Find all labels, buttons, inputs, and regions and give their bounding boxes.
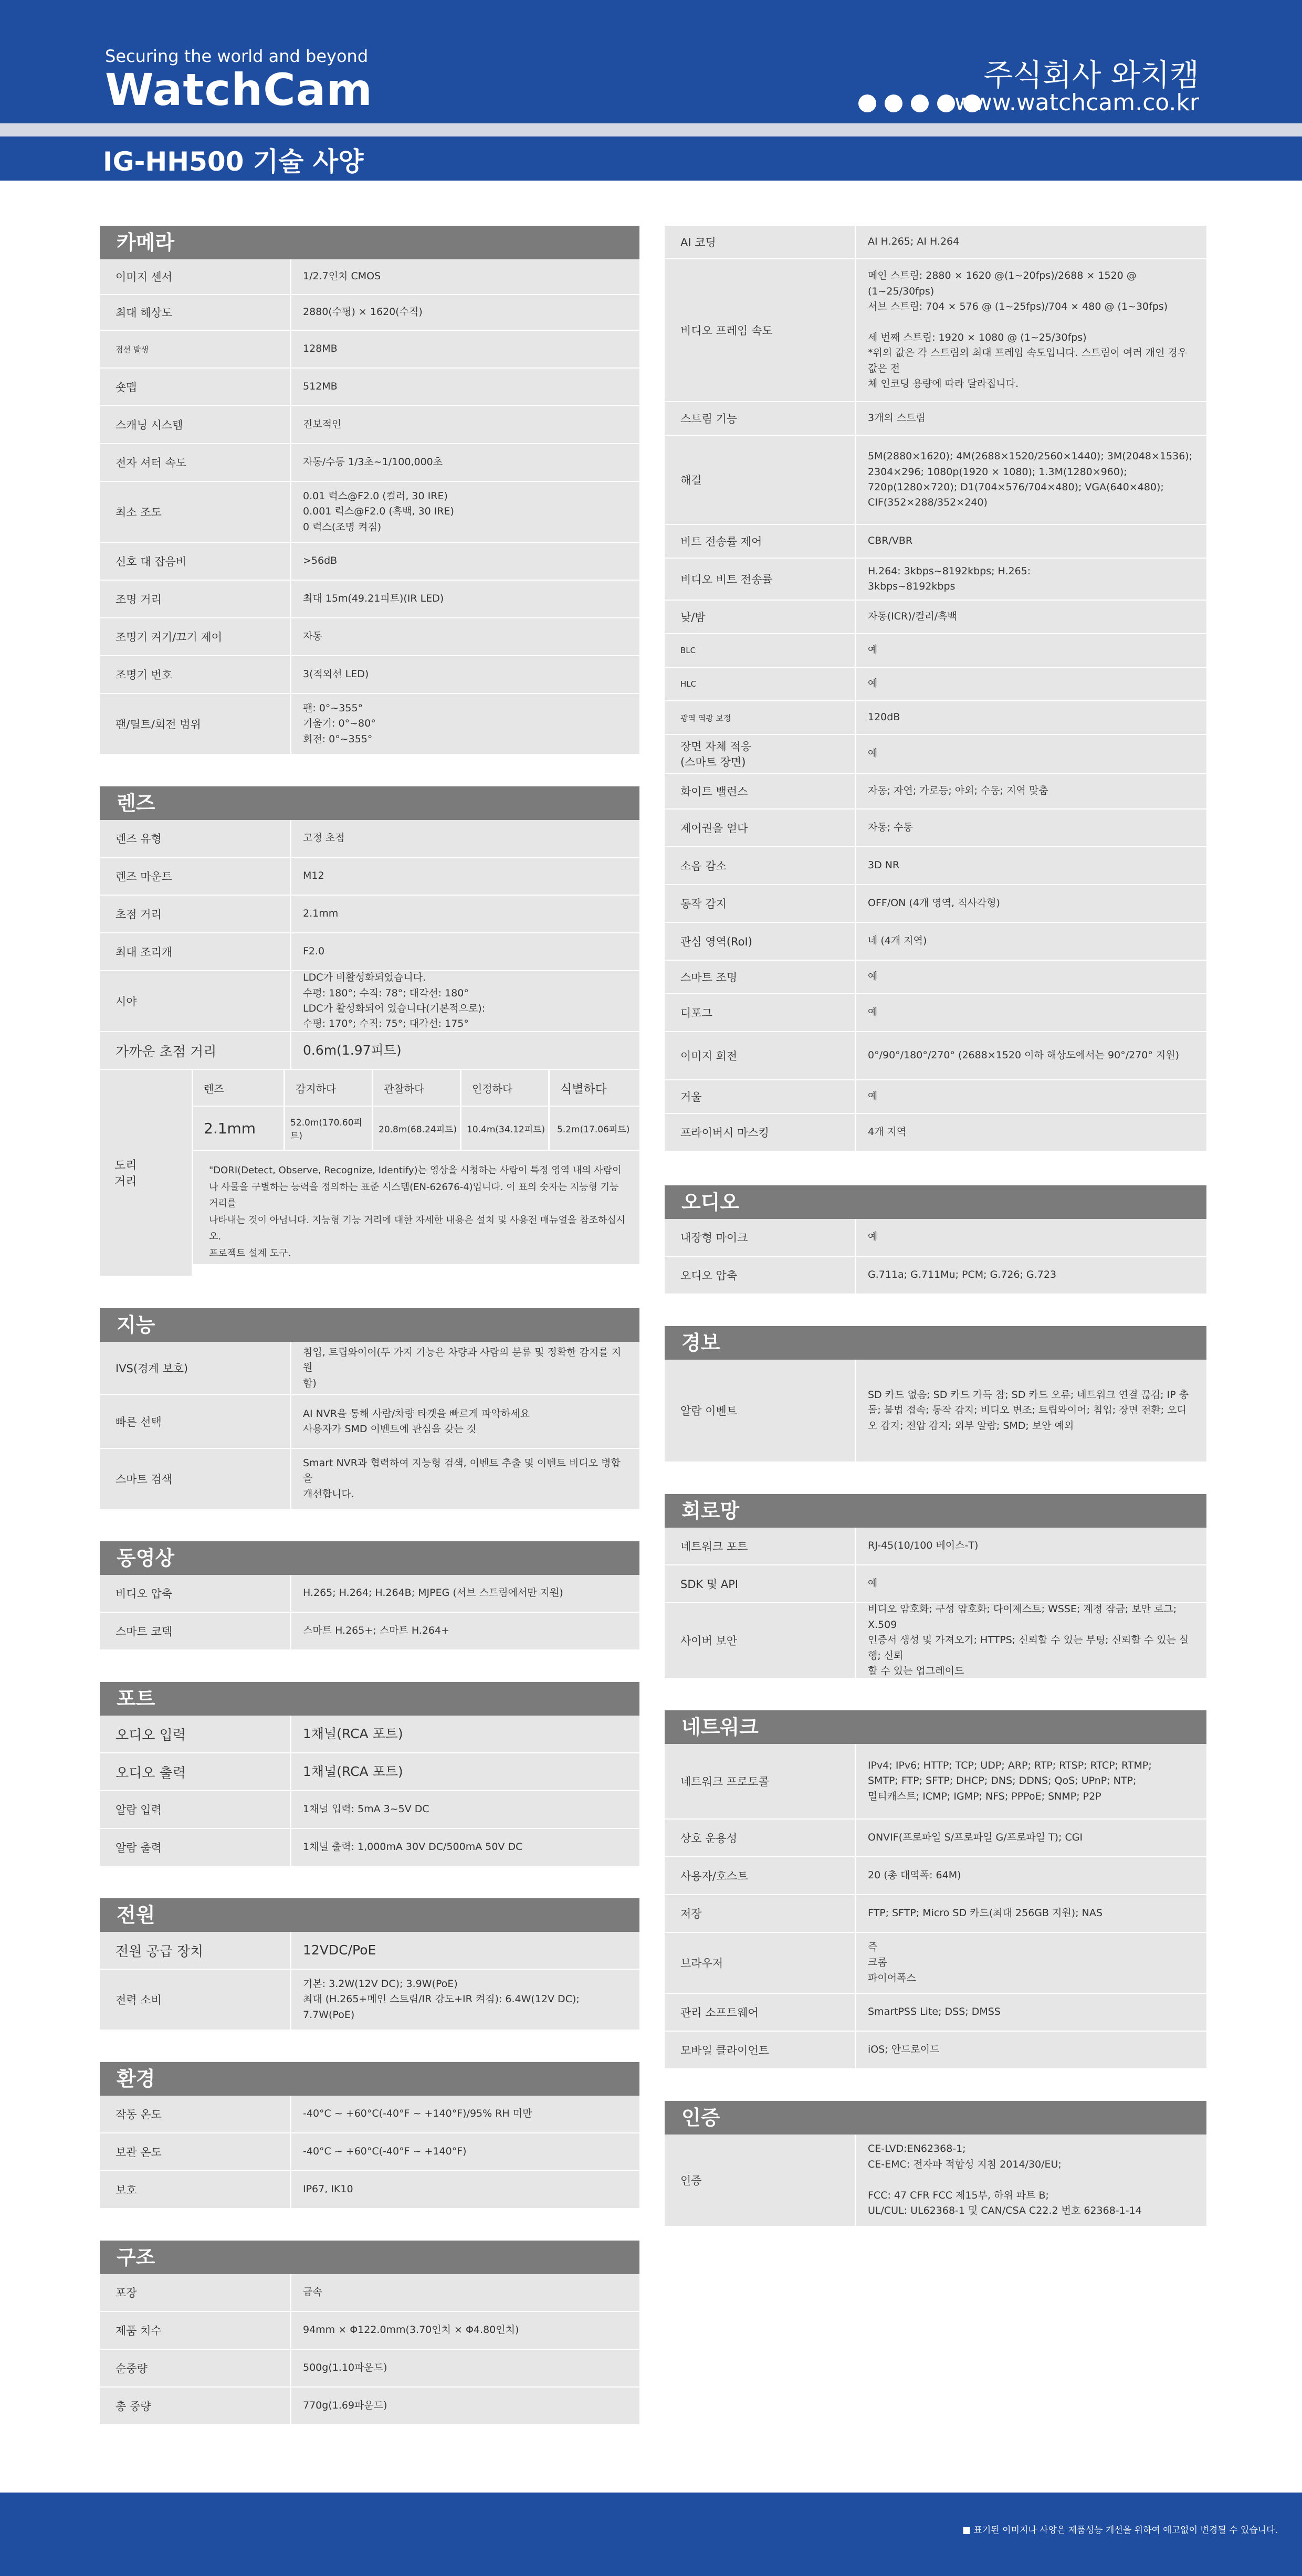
spec-value: H.265; H.264; H.264B; MJPEG (서브 스트림에서만 지원) xyxy=(291,1575,639,1612)
spec-row xyxy=(665,1744,1206,1820)
spec-label: 디포그 xyxy=(665,994,856,1031)
spec-row xyxy=(665,601,1206,634)
structure-table xyxy=(100,2274,639,2425)
alarm-table xyxy=(665,1360,1206,1463)
spec-row xyxy=(100,581,639,618)
spec-row xyxy=(665,1820,1206,1857)
spec-label: 이미지 회전 xyxy=(665,1032,856,1079)
spec-value: 0.6m(1.97피트) xyxy=(291,1032,639,1069)
spec-label: 빠른 선택 xyxy=(100,1395,291,1448)
spec-row xyxy=(100,1449,639,1510)
spec-value: 2.1mm xyxy=(291,896,639,932)
spec-label: 스트림 기능 xyxy=(665,402,856,435)
spec-label: 최대 해상도 xyxy=(100,295,291,330)
spec-row xyxy=(665,735,1206,774)
spec-value: 770g(1.69파운드) xyxy=(291,2388,639,2424)
spec-label: 이미지 센서 xyxy=(100,259,291,294)
spec-row xyxy=(100,444,639,482)
dot-icon xyxy=(937,94,955,112)
spec-label: 알람 입력 xyxy=(100,1791,291,1828)
spec-label: 오디오 입력 xyxy=(100,1716,291,1752)
spec-label: 상호 운용성 xyxy=(665,1820,856,1856)
spec-row xyxy=(665,2032,1206,2069)
spec-value: IP67, IK10 xyxy=(291,2171,639,2208)
spec-value: 500g(1.10파운드) xyxy=(291,2350,639,2386)
circuit-table xyxy=(665,1528,1206,1679)
spec-row xyxy=(665,1857,1206,1895)
spec-label: 비디오 프레임 속도 xyxy=(665,259,856,401)
spec-row xyxy=(100,543,639,581)
dori-header-identify: 식별하다 xyxy=(550,1070,639,1107)
audio-table xyxy=(665,1219,1206,1295)
left-column xyxy=(100,226,639,2425)
environment-table xyxy=(100,2096,639,2209)
spec-value: 자동/수동 1/3초~1/100,000초 xyxy=(291,444,639,481)
spec-row xyxy=(100,2096,639,2133)
intelligence-table xyxy=(100,1342,639,1510)
spec-label: 화이트 밸런스 xyxy=(665,774,856,808)
spec-row xyxy=(100,1342,639,1395)
spec-label: 제품 치수 xyxy=(100,2312,291,2349)
spec-label: IVS(경계 보호) xyxy=(100,1342,291,1394)
spec-label: SDK 및 API xyxy=(665,1565,856,1602)
spec-label: 알람 이벤트 xyxy=(665,1360,856,1462)
spec-value: 예 xyxy=(856,668,1206,700)
spec-value: 기본: 3.2W(12V DC); 3.9W(PoE) 최대 (H.265+메인 스트림/IR 강도+IR 켜짐): 6.4W(12V DC); 7.7W(PoE) xyxy=(291,1970,639,2030)
spec-value: M12 xyxy=(291,858,639,895)
spec-value: 예 xyxy=(856,994,1206,1031)
section-audio-title: 오디오 xyxy=(665,1185,1206,1219)
spec-label: 스마트 검색 xyxy=(100,1449,291,1509)
lens-table xyxy=(100,820,639,1070)
spec-label: 총 중량 xyxy=(100,2388,291,2424)
spec-row xyxy=(665,402,1206,436)
spec-value: 진보적인 xyxy=(291,406,639,443)
video-table xyxy=(100,1575,639,1650)
spec-value: G.711a; G.711Mu; PCM; G.726; G.723 xyxy=(856,1257,1206,1294)
spec-label: 동작 감지 xyxy=(665,885,856,922)
network-table xyxy=(665,1744,1206,2069)
dot-icon xyxy=(911,94,929,112)
camera-table xyxy=(100,259,639,755)
spec-value: 예 xyxy=(856,961,1206,993)
spec-row xyxy=(665,668,1206,701)
spec-value: RJ-45(10/100 베이스-T) xyxy=(856,1528,1206,1564)
spec-value: 1/2.7인치 CMOS xyxy=(291,259,639,294)
spec-label: 브라우저 xyxy=(665,1933,856,1993)
spec-row xyxy=(665,774,1206,809)
spec-row xyxy=(100,2133,639,2171)
spec-label: BLC xyxy=(665,634,856,667)
spec-row xyxy=(100,2274,639,2312)
spec-value: 120dB xyxy=(856,701,1206,734)
spec-value: Smart NVR과 협력하여 지능형 검색, 이벤트 추출 및 이벤트 비디오 병합을 개선합니다. xyxy=(291,1449,639,1509)
spec-label: 사용자/호스트 xyxy=(665,1857,856,1894)
spec-value: F2.0 xyxy=(291,933,639,970)
spec-label: 장면 자체 적응 (스마트 장면) xyxy=(665,735,856,773)
spec-value: 1채널(RCA 포트) xyxy=(291,1753,639,1790)
spec-row xyxy=(100,406,639,444)
spec-value: IPv4; IPv6; HTTP; TCP; UDP; ARP; RTP; RTSP; RTCP; RTMP; SMTP; FTP; SFTP; DHCP; DNS; DDNS; QoS; UPnP; NTP; 멀티캐스트; ICMP; IGMP; NFS; PPPoE; SNMP; P2P xyxy=(856,1744,1206,1818)
spec-value: ONVIF(프로파일 S/프로파일 G/프로파일 T); CGI xyxy=(856,1820,1206,1856)
spec-label: 작동 온도 xyxy=(100,2096,291,2132)
spec-value: CE-LVD:EN62368-1; CE-EMC: 전자파 적합성 지침 2014/30/EU; FCC: 47 CFR FCC 제15부, 하위 파트 B; UL/CUL: UL62368-1 및 CAN/CSA C22.2 번호 62368-1-14 xyxy=(856,2135,1206,2226)
spec-value: 침입, 트립와이어(두 가지 기능은 차량과 사람의 분류 및 정확한 감지를 지원 함) xyxy=(291,1342,639,1394)
spec-row xyxy=(665,1080,1206,1114)
dori-value-identify: 5.2m(17.06피트) xyxy=(550,1107,639,1151)
spec-row xyxy=(100,1395,639,1449)
spec-value: 자동(ICR)/컬러/흑백 xyxy=(856,601,1206,633)
spec-label: 보호 xyxy=(100,2171,291,2208)
spec-label: 비트 전송률 제어 xyxy=(665,525,856,558)
spec-label: 초점 거리 xyxy=(100,896,291,932)
spec-row xyxy=(100,1032,639,1070)
section-structure-title: 구조 xyxy=(100,2241,639,2274)
spec-value: 팬: 0°~355° 기울기: 0°~80° 회전: 0°~355° xyxy=(291,694,639,754)
spec-row xyxy=(665,1603,1206,1679)
spec-label: 프라이버시 마스킹 xyxy=(665,1114,856,1151)
spec-value: 예 xyxy=(856,1565,1206,1602)
spec-value: >56dB xyxy=(291,543,639,580)
spec-label: 스캐닝 시스템 xyxy=(100,406,291,443)
spec-value: 자동 xyxy=(291,618,639,655)
spec-label: 조명 거리 xyxy=(100,581,291,617)
spec-label: 내장형 마이크 xyxy=(665,1219,856,1256)
spec-value: CBR/VBR xyxy=(856,525,1206,558)
spec-row xyxy=(100,1716,639,1753)
spec-label: 전자 셔터 속도 xyxy=(100,444,291,481)
spec-value: 고정 초점 xyxy=(291,820,639,857)
spec-label: 전원 공급 장치 xyxy=(100,1932,291,1969)
section-cert-title: 인증 xyxy=(665,2101,1206,2135)
spec-row xyxy=(665,634,1206,668)
spec-label: 거울 xyxy=(665,1080,856,1113)
spec-label: 조명기 번호 xyxy=(100,656,291,693)
spec-row xyxy=(100,618,639,656)
spec-value: -40°C ~ +60°C(-40°F ~ +140°F) xyxy=(291,2133,639,2170)
dori-value-recognize: 10.4m(34.12피트) xyxy=(461,1107,550,1151)
spec-label: 낮/밤 xyxy=(665,601,856,633)
spec-value: 5M(2880×1620); 4M(2688×1520/2560×1440); 3M(2048×1536); 2304×296; 1080p(1920 × 1080); 1.3M(1280×960); 720p(1280×720); D1(704×576/704×480); VGA(640×480); CIF(352×288/352×240) xyxy=(856,436,1206,524)
spec-label: 스마트 코덱 xyxy=(100,1613,291,1649)
spec-value: iOS; 안드로이드 xyxy=(856,2032,1206,2068)
spec-label: 광역 역광 보정 xyxy=(665,701,856,734)
dori-value-detect: 52.0m(170.60피트) xyxy=(285,1107,373,1151)
spec-value: 1채널 출력: 1,000mA 30V DC/500mA 50V DC xyxy=(291,1829,639,1866)
spec-row xyxy=(100,1613,639,1650)
spec-value: 0.01 럭스@F2.0 (컬러, 30 IRE) 0.001 럭스@F2.0 (흑백, 30 IRE) 0 럭스(조명 켜짐) xyxy=(291,482,639,542)
spec-value: 최대 15m(49.21피트)(IR LED) xyxy=(291,581,639,617)
dori-value-lens: 2.1mm xyxy=(193,1107,285,1151)
spec-label: 가까운 초점 거리 xyxy=(100,1032,291,1069)
spec-value: 1채널 입력: 5mA 3~5V DC xyxy=(291,1791,639,1828)
spec-row xyxy=(100,820,639,858)
spec-value: AI H.265; AI H.264 xyxy=(856,226,1206,258)
spec-row xyxy=(100,331,639,369)
spec-row xyxy=(100,896,639,933)
spec-value: H.264: 3kbps~8192kbps; H.265: 3kbps~8192kbps xyxy=(856,559,1206,600)
spec-label: 오디오 압축 xyxy=(665,1257,856,1294)
spec-row xyxy=(665,259,1206,402)
spec-value: 512MB xyxy=(291,369,639,405)
spec-value: SmartPSS Lite; DSS; DMSS xyxy=(856,1994,1206,2031)
spec-row xyxy=(100,369,639,406)
spec-row xyxy=(665,923,1206,961)
spec-label: 네트워크 포트 xyxy=(665,1528,856,1564)
spec-row xyxy=(100,1575,639,1613)
header-divider xyxy=(0,123,1302,136)
spec-value: 94mm × Φ122.0mm(3.70인치 × Φ4.80인치) xyxy=(291,2312,639,2349)
spec-label: 최소 조도 xyxy=(100,482,291,542)
spec-label: 모바일 클라이언트 xyxy=(665,2032,856,2068)
spec-value: 2880(수평) × 1620(수직) xyxy=(291,295,639,330)
spec-label: 관심 영역(RoI) xyxy=(665,923,856,960)
spec-value: 즉 크롬 파이어폭스 xyxy=(856,1933,1206,1993)
spec-value: LDC가 비활성화되었습니다. 수평: 180°; 수직: 78°; 대각선: 180° LDC가 활성화되어 있습니다(기본적으로): 수평: 170°; 수직: 75°; 대각선: 175° xyxy=(291,971,639,1031)
dori-note: "DORI(Detect, Observe, Recognize, Identify)는 영상을 시청하는 사람이 특정 영역 내의 사람이 나 사물을 구별하는 능력을 정의하는 표준 시스템(EN-62676-4)입니다. 이 표의 숫자는 지능형 기능 거리를 나타내는 것이 아닙니다. 지능형 기능 거리에 대한 자세한 내용은 설치 및 사용전 매뉴얼을 참조하십시오. 프로젝트 설계 도구. xyxy=(193,1151,639,1264)
spec-row xyxy=(100,1932,639,1970)
spec-label: 최대 조리개 xyxy=(100,933,291,970)
section-lens-title: 렌즈 xyxy=(100,786,639,820)
spec-row xyxy=(100,1753,639,1791)
spec-row xyxy=(665,525,1206,559)
spec-row xyxy=(665,961,1206,994)
spec-label: 오디오 출력 xyxy=(100,1753,291,1790)
spec-label: 신호 대 잡음비 xyxy=(100,543,291,580)
spec-label: 시야 xyxy=(100,971,291,1031)
dori-range-label: 도리 거리 xyxy=(100,1070,193,1276)
spec-row xyxy=(100,295,639,331)
spec-value: 자동; 수동 xyxy=(856,809,1206,846)
spec-value: 예 xyxy=(856,1219,1206,1256)
spec-row xyxy=(665,226,1206,259)
spec-row xyxy=(100,1970,639,2031)
spec-label: 비디오 비트 전송률 xyxy=(665,559,856,600)
spec-label: 조명기 켜기/끄기 제어 xyxy=(100,618,291,655)
spec-label: 렌즈 마운트 xyxy=(100,858,291,895)
spec-value: AI NVR을 통해 사람/차량 타겟을 빠르게 파악하세요 사용자가 SMD 이벤트에 관심을 갖는 것 xyxy=(291,1395,639,1448)
spec-label: 전력 소비 xyxy=(100,1970,291,2030)
spec-row xyxy=(665,1032,1206,1080)
section-intelligence-title: 지능 xyxy=(100,1308,639,1342)
spec-row xyxy=(100,259,639,295)
spec-label: 해결 xyxy=(665,436,856,524)
spec-label: 포장 xyxy=(100,2274,291,2311)
spec-row xyxy=(100,971,639,1032)
spec-row xyxy=(665,994,1206,1032)
cert-table xyxy=(665,2135,1206,2227)
spec-label: 숏맵 xyxy=(100,369,291,405)
spec-label: 인증 xyxy=(665,2135,856,2226)
spec-row xyxy=(665,1528,1206,1565)
spec-value: 0°/90°/180°/270° (2688×1520 이하 해상도에서는 90°/270° 지원) xyxy=(856,1032,1206,1079)
dori-header-observe: 관찰하다 xyxy=(373,1070,461,1107)
spec-value: 네 (4개 지역) xyxy=(856,923,1206,960)
spec-label: 점선 발생 xyxy=(100,331,291,367)
spec-row xyxy=(100,656,639,694)
spec-row xyxy=(100,1791,639,1829)
spec-value: FTP; SFTP; Micro SD 카드(최대 256GB 지원); NAS xyxy=(856,1895,1206,1932)
spec-value: 1채널(RCA 포트) xyxy=(291,1716,639,1752)
spec-row xyxy=(665,559,1206,601)
spec-value: SD 카드 없음; SD 카드 가득 참; SD 카드 오류; 네트워크 연결 끊김; IP 충 돌; 불법 접속; 동작 감지; 비디오 변조; 트립와이어; 침입; 장면 전환; 오디 오 감지; 전압 감지; 외부 알람; SMD; 보안 예외 xyxy=(856,1360,1206,1462)
spec-label: 제어권을 얻다 xyxy=(665,809,856,846)
spec-label: 렌즈 유형 xyxy=(100,820,291,857)
section-environment-title: 환경 xyxy=(100,2062,639,2096)
spec-value: 비디오 암호화; 구성 암호화; 다이제스트; WSSE; 계정 잠금; 보안 로그; X.509 인증서 생성 및 가져오기; HTTPS; 신뢰할 수 있는 부팅; 신뢰할 수 있는 실행; 신뢰 할 수 있는 업그레이드 xyxy=(856,1603,1206,1678)
spec-row xyxy=(100,2388,639,2425)
spec-row xyxy=(665,1360,1206,1463)
spec-label: 비디오 압축 xyxy=(100,1575,291,1612)
spec-row xyxy=(100,1829,639,1867)
spec-label: 스마트 조명 xyxy=(665,961,856,993)
spec-value: 3D NR xyxy=(856,847,1206,884)
spec-value: 예 xyxy=(856,634,1206,667)
section-video-title: 동영상 xyxy=(100,1541,639,1575)
spec-row xyxy=(100,2312,639,2350)
video-detail-table xyxy=(665,226,1206,1152)
spec-row xyxy=(665,1114,1206,1152)
spec-row xyxy=(100,933,639,971)
spec-row xyxy=(665,1257,1206,1295)
spec-value: -40°C ~ +60°C(-40°F ~ +140°F)/95% RH 미만 xyxy=(291,2096,639,2132)
spec-label: AI 코딩 xyxy=(665,226,856,258)
power-table xyxy=(100,1932,639,2031)
spec-value: 자동; 자연; 가로등; 야외; 수동; 지역 맞춤 xyxy=(856,774,1206,808)
spec-row xyxy=(100,2350,639,2388)
spec-label: 저장 xyxy=(665,1895,856,1932)
spec-row xyxy=(665,436,1206,525)
spec-row xyxy=(665,2135,1206,2227)
spec-value: 12VDC/PoE xyxy=(291,1932,639,1969)
section-network-title: 네트워크 xyxy=(665,1710,1206,1744)
spec-value: 금속 xyxy=(291,2274,639,2311)
section-camera-title: 카메라 xyxy=(100,226,639,259)
section-alarm-title: 경보 xyxy=(665,1326,1206,1360)
dori-range-table xyxy=(100,1070,639,1277)
spec-value: 4개 지역 xyxy=(856,1114,1206,1151)
spec-row xyxy=(665,1565,1206,1603)
spec-row xyxy=(665,1994,1206,2032)
spec-row xyxy=(665,1895,1206,1933)
section-power-title: 전원 xyxy=(100,1898,639,1932)
spec-row xyxy=(665,1933,1206,1994)
spec-label: 소음 감소 xyxy=(665,847,856,884)
spec-label: 팬/틸트/회전 범위 xyxy=(100,694,291,754)
right-column xyxy=(665,226,1206,2227)
dori-header-detect: 감지하다 xyxy=(285,1070,373,1107)
dori-header-recognize: 인정하다 xyxy=(461,1070,550,1107)
footer-note: ■ 표기된 이미지나 사양은 제품성능 개선을 위하여 예고없이 변경될 수 있습니다. xyxy=(962,2525,1278,2536)
watchcam-logo: WatchCam xyxy=(105,64,373,115)
port-table xyxy=(100,1716,639,1867)
spec-value: 3(적외선 LED) xyxy=(291,656,639,693)
spec-row xyxy=(665,847,1206,885)
spec-label: HLC xyxy=(665,668,856,700)
spec-label: 알람 출력 xyxy=(100,1829,291,1866)
spec-value: 예 xyxy=(856,1080,1206,1113)
spec-row xyxy=(100,2171,639,2209)
spec-value: 예 xyxy=(856,735,1206,773)
spec-value: 3개의 스트림 xyxy=(856,402,1206,435)
spec-row xyxy=(665,701,1206,735)
page-title: IG-HH500 기술 사양 xyxy=(103,146,364,177)
company-name: 주식회사 와치캠 xyxy=(983,57,1199,93)
tagline: Securing the world and beyond xyxy=(105,46,369,66)
spec-row xyxy=(665,885,1206,923)
spec-label: 관리 소프트웨어 xyxy=(665,1994,856,2031)
spec-value: 128MB xyxy=(291,331,639,367)
spec-label: 순중량 xyxy=(100,2350,291,2386)
spec-label: 네트워크 프로토콜 xyxy=(665,1744,856,1818)
dori-value-observe: 20.8m(68.24피트) xyxy=(373,1107,461,1151)
spec-row xyxy=(100,694,639,755)
spec-row xyxy=(100,858,639,896)
section-port-title: 포트 xyxy=(100,1682,639,1716)
dot-icon xyxy=(858,94,876,112)
website-url[interactable]: www.watchcam.co.kr xyxy=(954,89,1199,116)
dori-header-lens: 렌즈 xyxy=(193,1070,285,1107)
spec-value: 메인 스트림: 2880 × 1620 @(1~20fps)/2688 × 1520 @ (1~25/30fps) 서브 스트림: 704 × 576 @ (1~25fps)/704 × 480 @ (1~30fps) 세 번째 스트림: 1920 × 1080 @ (1~25/30fps) *위의 값은 각 스트림의 최대 프레임 속도입니다. 스트림이 여러 개인 경우 값은 전 체 인코딩 용량에 따라 달라집니다. xyxy=(856,259,1206,401)
section-circuit-title: 회로망 xyxy=(665,1494,1206,1528)
spec-row xyxy=(665,1219,1206,1257)
dot-icon xyxy=(885,94,902,112)
spec-row xyxy=(665,809,1206,847)
spec-label: 보관 온도 xyxy=(100,2133,291,2170)
spec-label: 사이버 보안 xyxy=(665,1603,856,1678)
spec-row xyxy=(100,482,639,543)
spec-value: 스마트 H.265+; 스마트 H.264+ xyxy=(291,1613,639,1649)
spec-value: OFF/ON (4개 영역, 직사각형) xyxy=(856,885,1206,922)
spec-value: 20 (총 대역폭: 64M) xyxy=(856,1857,1206,1894)
